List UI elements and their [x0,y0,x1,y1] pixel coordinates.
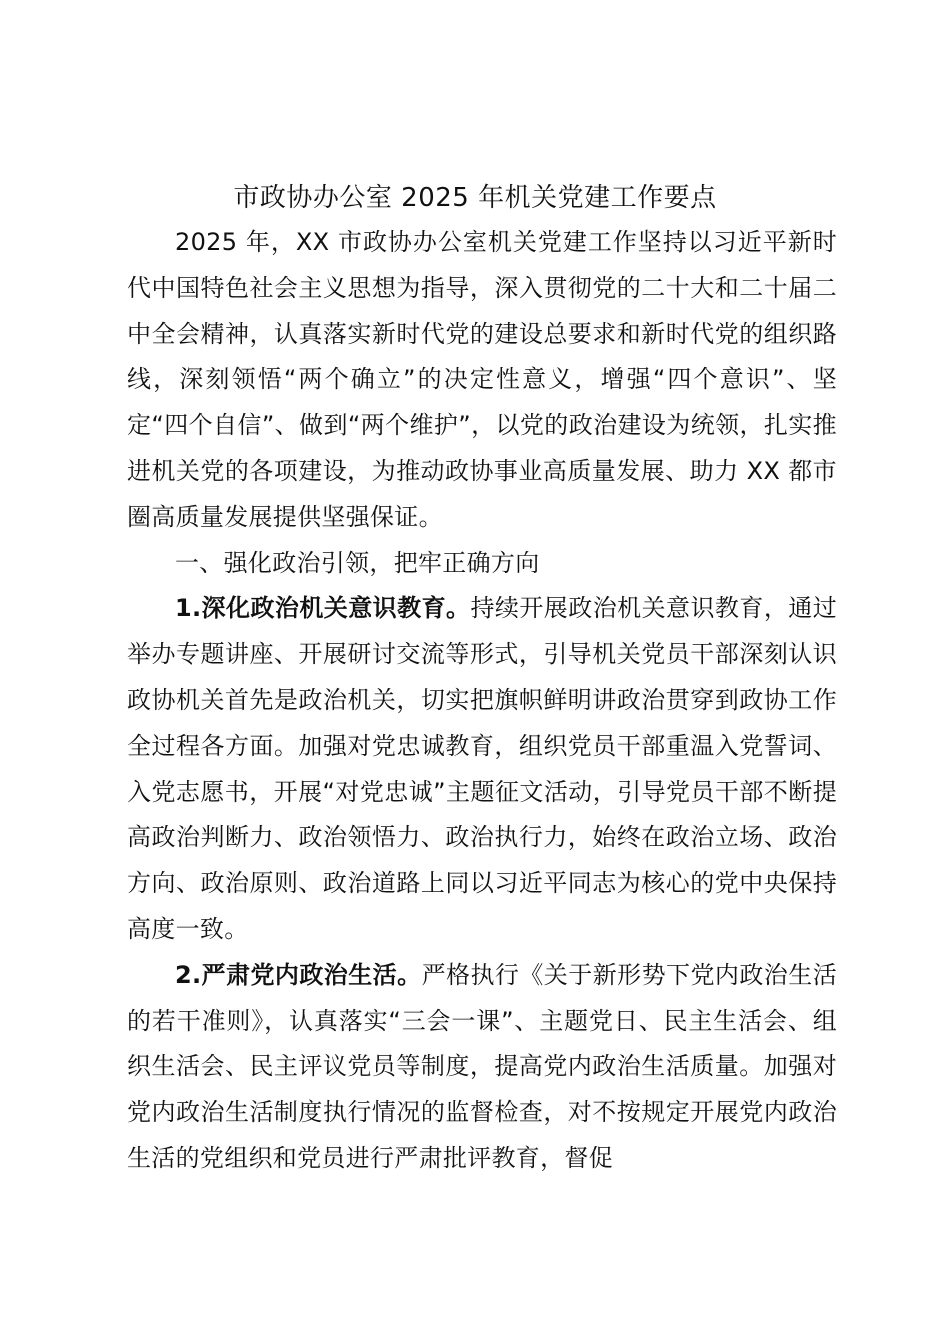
intro-paragraph: 2025 年，XX 市政协办公室机关党建工作坚持以习近平新时代中国特色社会主义思想为指导，深入贯彻党的二十大和二十届二中全会精神，认真落实新时代党的建设总要求和新时代党的组织路线，深刻领悟“两个确立”的决定性意义，增强“四个意识”、坚定“四个自信”、做到“两个维护”，以党的政治建设为统领，扎实推进机关党的各项建设，为推动政协事业高质量发展、助力 XX 都市圈高质量发展提供坚强保证。 [127,228,837,531]
item-1-lead: 1.深化政治机关意识教育。 [175,594,471,623]
document-title: 市政协办公室 2025 年机关党建工作要点 [233,183,717,213]
item-1-paragraph [127,586,837,952]
document-body [127,220,837,1182]
item-2-text: 严格执行《关于新形势下党内政治生活的若干准则》，认真落实“三会一课”、主题党日、民主生活会、组织生活会、民主评议党员等制度，提高党内政治生活质量。加强对党内政治生活制度执行情况的监督检查，对不按规定开展党内政治生活的党组织和党员进行严肃批评教育，督促 [127,960,837,1172]
item-2-lead: 2.严肃党内政治生活。 [175,960,422,989]
section-heading: 一、强化政治引领，把牢正确方向 [175,548,540,577]
item-1-text: 持续开展政治机关意识教育，通过举办专题讲座、开展研讨交流等形式，引导机关党员干部深刻认识政协机关首先是政治机关，切实把旗帜鲜明讲政治贯穿到政协工作全过程各方面。加强对党忠诚教育，组织党员干部重温入党誓词、入党志愿书，开展“对党忠诚”主题征文活动，引导党员干部不断提高政治判断力、政治领悟力、政治执行力，始终在政治立场、政治方向、政治原则、政治道路上同以习近平同志为核心的党中央保持高度一致。 [127,594,838,943]
item-2-paragraph [127,953,837,1182]
